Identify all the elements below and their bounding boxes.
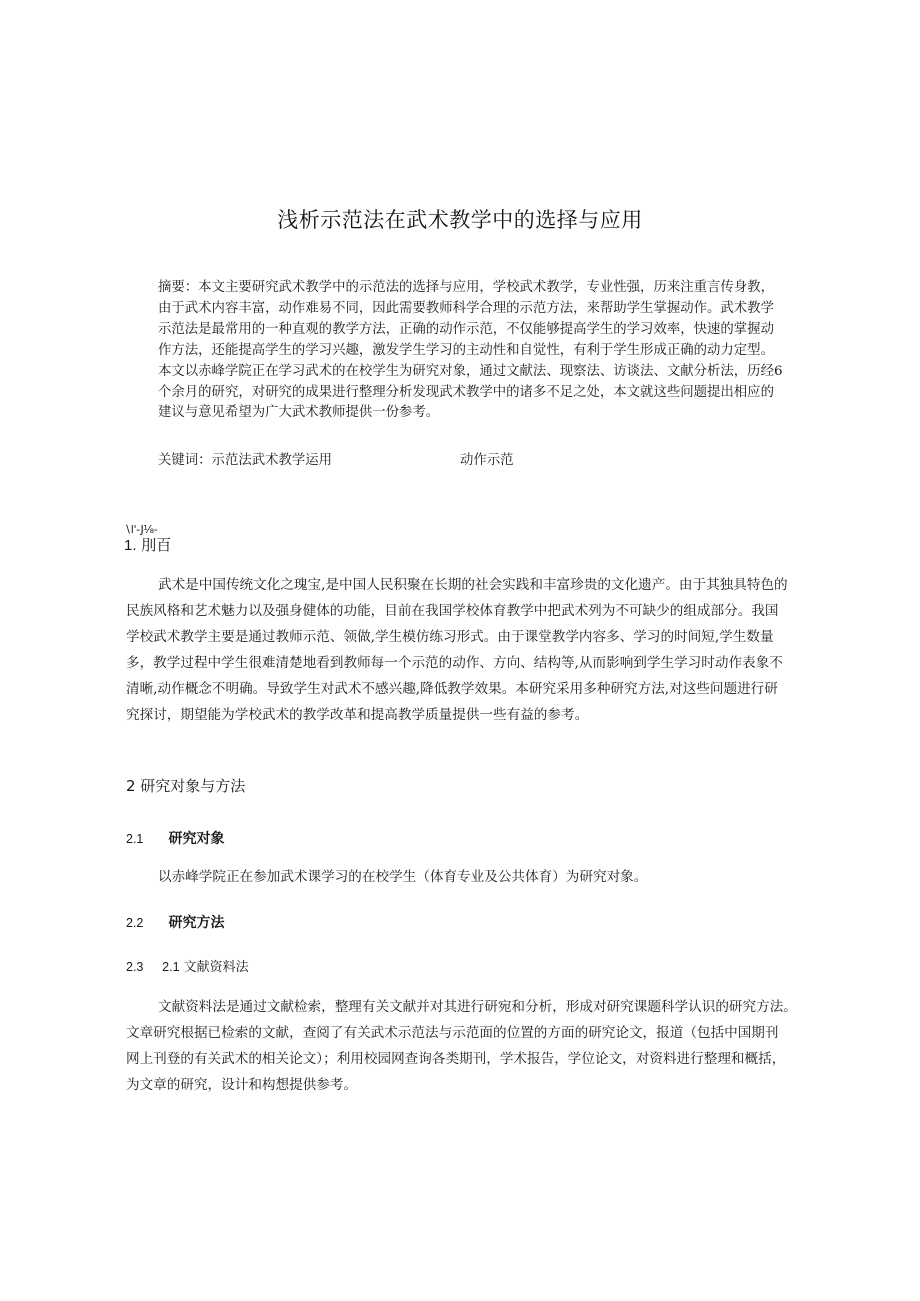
paper-title: 浅析示范法在武术教学中的选择与应用 <box>277 208 643 232</box>
keywords-extra: 动作示范 <box>460 453 514 468</box>
abstract-line: 建议与意见希望为广大武术教师提供一份参考。 <box>158 405 440 421</box>
body-line: 清晰,动作概念不明确。导致学生对武术不感兴趣,降低教学效果。本研究采用多种研究方法,对这些问题进行研 <box>126 681 778 697</box>
abstract-line: 作方法，还能提高学生的学习兴趣，激发学生学习的主动性和自觉性，有利于学生形成正确的动力定型。 <box>158 342 774 358</box>
keywords-main: 关键词：示范法武术教学运用 <box>158 453 333 468</box>
abstract-line: 本文以赤峰学院正在学习武术的在校学生为研究对象，通过文献法、现察法、访谈法、文献分析法，历经6 <box>158 363 783 379</box>
subsection-mid-number: 2.1 <box>162 960 180 974</box>
body-line: 文献资料法是通过文献检索，整理有关文献并对其进行研宛和分析，形成对研究课题科学认识的研究方法。 <box>158 999 797 1015</box>
abstract <box>158 278 842 424</box>
body-line: 多，教学过程中学生很难清楚地看到教师每一个示范的动作、方向、结构等,从而影响到学生学习时动作表象不 <box>126 655 783 671</box>
subsection-title: 文献资料法 <box>183 960 249 975</box>
subsection-number: 2.2 <box>126 916 144 930</box>
section1-body <box>126 572 842 728</box>
subsection-title: 研究对象 <box>168 831 225 847</box>
section2-heading: 2 研究对象与方法 <box>126 777 246 795</box>
keywords <box>158 451 842 471</box>
body-line: 文章研究根据已检索的文献，查阅了有关武术示范法与示范面的位置的方面的研究论文，报道（包括中国期刊 <box>126 1025 779 1041</box>
body-line: 武术是中国传统文化之瑰宝,是中国人民积聚在长期的社会实践和丰富珍贵的文化遗产。由于其独具特色的 <box>158 577 788 593</box>
abstract-line: 示范法是最常用的一种直观的教学方法，正确的动作示范，不仅能够提高学生的学习效率，快速的掌握动 <box>158 321 774 337</box>
body-line: 为文章的研究，设计和构想提供参考。 <box>126 1077 358 1093</box>
abstract-line: 个余月的研究，对研究的成果进行整理分析发现武术教学中的诸多不足之处，本文就这些问题提出相应的 <box>158 384 774 400</box>
subsection-2-1 <box>126 828 224 848</box>
abstract-line: 摘要：本文主要研究武术教学中的示范法的选择与应用，学校武术教学，专业性强，历来注重言传身教， <box>158 280 774 295</box>
section1-number: 1. <box>124 537 137 554</box>
subsection-2-2 <box>126 912 224 932</box>
literature-method-body <box>126 994 842 1098</box>
subsection-number: 2.1 <box>126 832 144 846</box>
section1-title: 刖百 <box>141 536 172 554</box>
section1-heading <box>124 535 171 556</box>
body-line: 网上刊登的有关武术的相关论文）；利用校园网查询各类期刊，学术报告，学位论文，对资料进行整理和概括， <box>126 1051 786 1067</box>
subsection-2-1-text: 以赤峰学院正在参加武术课学习的在校学生（体育专业及公共体育）为研究对象。 <box>158 869 648 885</box>
subsection-2-3 <box>126 956 249 975</box>
body-line: 民族风格和艺术魅力以及强身健体的功能，目前在我国学校体育教学中把武术列为不可缺少的组成部分。我国 <box>126 603 779 619</box>
body-line: 究探讨，期望能为学校武术的教学改革和提高教学质量提供一些有益的参考。 <box>126 707 589 723</box>
abstract-line: 由于武术内容丰富，动作难易不同，因此需要教师科学合理的示范方法，来帮助学生掌握动作。武术教学 <box>158 300 774 316</box>
subsection-number: 2.3 <box>126 960 144 974</box>
subsection-title: 研究方法 <box>168 915 225 931</box>
body-line: 学校武术教学主要是通过教师示范、领做,学生模仿练习形式。由于课堂教学内容多、学习的时间短,学生数量 <box>126 629 774 645</box>
garbled-text: ∖l'-J⅛- <box>124 523 158 536</box>
